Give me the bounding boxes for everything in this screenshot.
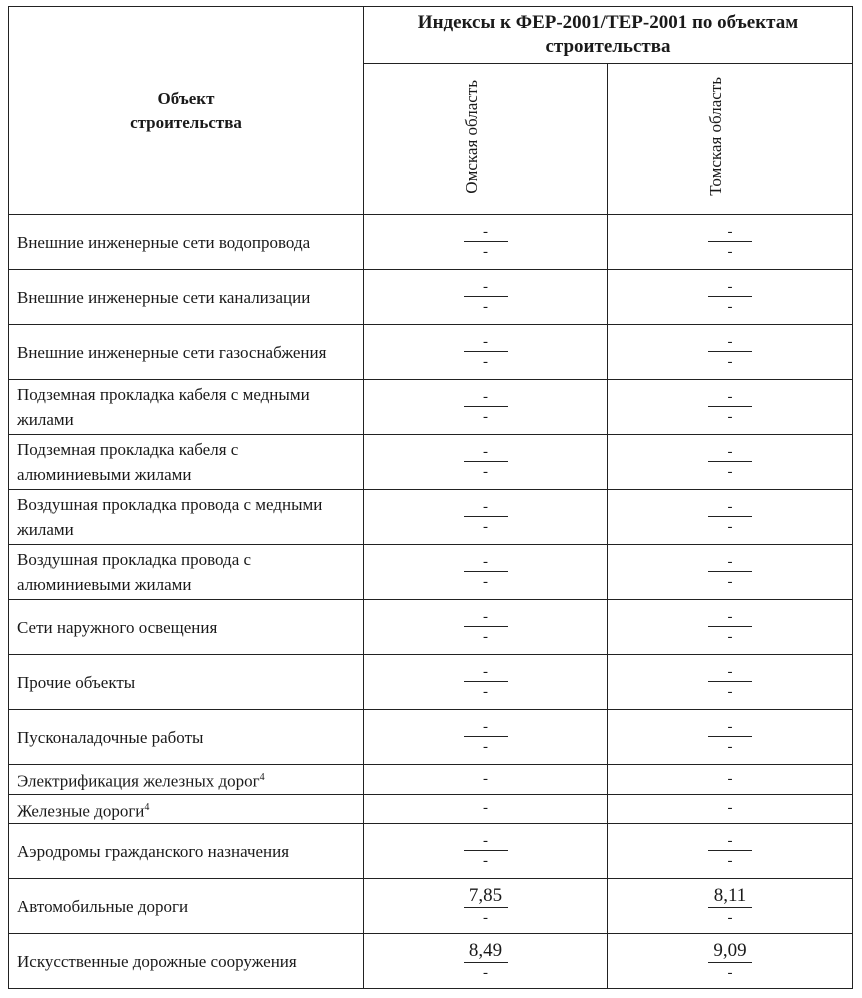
denominator: - (727, 853, 733, 870)
table-row (9, 270, 853, 325)
object-name: Внешние инженерные сети водопровода (9, 215, 364, 270)
region-omsk-label: Омская область (461, 79, 481, 194)
region-tomsk-label: Томская область (706, 77, 725, 196)
omsk-value (364, 435, 608, 490)
numerator: - (464, 223, 508, 242)
tomsk-value: - (608, 765, 853, 795)
denominator: - (727, 965, 733, 982)
denominator: - (483, 354, 488, 370)
denominator: - (727, 464, 733, 480)
omsk-value (364, 380, 608, 435)
omsk-value (364, 545, 608, 600)
numerator: - (708, 718, 752, 737)
object-name-text: Электрификация железных дорог (17, 771, 260, 791)
denominator: - (483, 519, 488, 535)
numerator: - (708, 278, 752, 297)
table-row (9, 600, 853, 655)
table-row (9, 934, 853, 989)
header-region-omsk (364, 64, 608, 215)
tomsk-value (608, 824, 853, 879)
table-row (9, 710, 853, 765)
object-name: Пусконаладочные работы (9, 710, 364, 765)
tomsk-value (608, 490, 853, 545)
numerator: - (708, 608, 752, 627)
numerator: - (708, 498, 752, 517)
header-region-tomsk (608, 64, 853, 215)
tomsk-value (608, 600, 853, 655)
denominator: - (727, 910, 733, 927)
numerator: - (708, 832, 752, 851)
tomsk-value (608, 380, 853, 435)
denominator: - (483, 629, 488, 645)
omsk-value (364, 879, 608, 934)
denominator: - (483, 574, 488, 590)
object-name: Подземная прокладка кабеля с медными жилами (9, 380, 364, 435)
object-name: Внешние инженерные сети канализации (9, 270, 364, 325)
tomsk-value (608, 655, 853, 710)
table-row (9, 435, 853, 490)
numerator: - (708, 663, 752, 682)
denominator: - (483, 684, 488, 700)
numerator: 8,49 (464, 940, 508, 963)
denominator: - (727, 519, 733, 535)
table-row (9, 325, 853, 380)
numerator: - (464, 718, 508, 737)
object-name: Прочие объекты (9, 655, 364, 710)
denominator: - (727, 739, 733, 755)
numerator: - (708, 443, 752, 462)
index-table (8, 6, 853, 989)
tomsk-value (608, 270, 853, 325)
table-row (9, 765, 853, 795)
header-object (9, 7, 364, 215)
numerator: - (708, 223, 752, 242)
table-row (9, 794, 853, 824)
omsk-value: - (364, 794, 608, 824)
denominator: - (727, 409, 733, 425)
denominator: - (483, 244, 488, 260)
object-name (9, 765, 364, 795)
table-row (9, 490, 853, 545)
object-name-text: Железные дороги (17, 801, 145, 821)
omsk-value (364, 710, 608, 765)
table-row (9, 545, 853, 600)
numerator: - (708, 388, 752, 407)
object-name: Искусственные дорожные сооружения (9, 934, 364, 989)
denominator: - (483, 299, 488, 315)
table-row (9, 824, 853, 879)
omsk-value (364, 655, 608, 710)
denominator: - (727, 684, 733, 700)
object-name: Автомобильные дороги (9, 879, 364, 934)
tomsk-value (608, 879, 853, 934)
tomsk-value (608, 934, 853, 989)
object-name: Сети наружного освещения (9, 600, 364, 655)
omsk-value (364, 325, 608, 380)
denominator: - (727, 629, 733, 645)
header-object-label: Объект строительства (130, 88, 242, 132)
object-name (9, 794, 364, 824)
numerator: - (464, 832, 508, 851)
numerator: - (464, 333, 508, 352)
tomsk-value: - (608, 794, 853, 824)
omsk-value (364, 270, 608, 325)
header-indices (364, 7, 853, 64)
omsk-value (364, 934, 608, 989)
numerator: - (464, 443, 508, 462)
object-name: Подземная прокладка кабеля с алюминиевыми жилами (9, 435, 364, 490)
object-name: Внешние инженерные сети газоснабжения (9, 325, 364, 380)
denominator: - (727, 574, 733, 590)
denominator: - (483, 910, 488, 927)
denominator: - (483, 409, 488, 425)
omsk-value (364, 824, 608, 879)
numerator: - (708, 553, 752, 572)
numerator: - (464, 278, 508, 297)
object-name: Воздушная прокладка провода с медными жилами (9, 490, 364, 545)
denominator: - (483, 739, 488, 755)
denominator: - (483, 464, 488, 480)
denominator: - (727, 354, 733, 370)
table-row (9, 215, 853, 270)
numerator: 9,09 (708, 940, 752, 963)
numerator: - (464, 388, 508, 407)
numerator: - (464, 553, 508, 572)
numerator: - (464, 498, 508, 517)
tomsk-value (608, 545, 853, 600)
tomsk-value (608, 710, 853, 765)
tomsk-value (608, 435, 853, 490)
numerator: - (464, 663, 508, 682)
omsk-value (364, 490, 608, 545)
numerator: - (464, 608, 508, 627)
omsk-value: - (364, 765, 608, 795)
table-row (9, 380, 853, 435)
table-row (9, 879, 853, 934)
footnote-mark: 4 (144, 801, 150, 813)
omsk-value (364, 600, 608, 655)
numerator: 7,85 (464, 885, 508, 908)
denominator: - (727, 299, 733, 315)
denominator: - (727, 244, 733, 260)
footnote-mark: 4 (259, 772, 265, 783)
header-indices-label: Индексы к ФЕР-2001/ТЕР-2001 по объектам строительства (417, 12, 799, 57)
numerator: 8,11 (708, 885, 752, 908)
denominator: - (483, 853, 488, 870)
tomsk-value (608, 325, 853, 380)
tomsk-value (608, 215, 853, 270)
denominator: - (483, 965, 488, 982)
omsk-value (364, 215, 608, 270)
numerator: - (708, 333, 752, 352)
object-name: Аэродромы гражданского назначения (9, 824, 364, 879)
table-row (9, 655, 853, 710)
object-name: Воздушная прокладка провода с алюминиевыми жилами (9, 545, 364, 600)
